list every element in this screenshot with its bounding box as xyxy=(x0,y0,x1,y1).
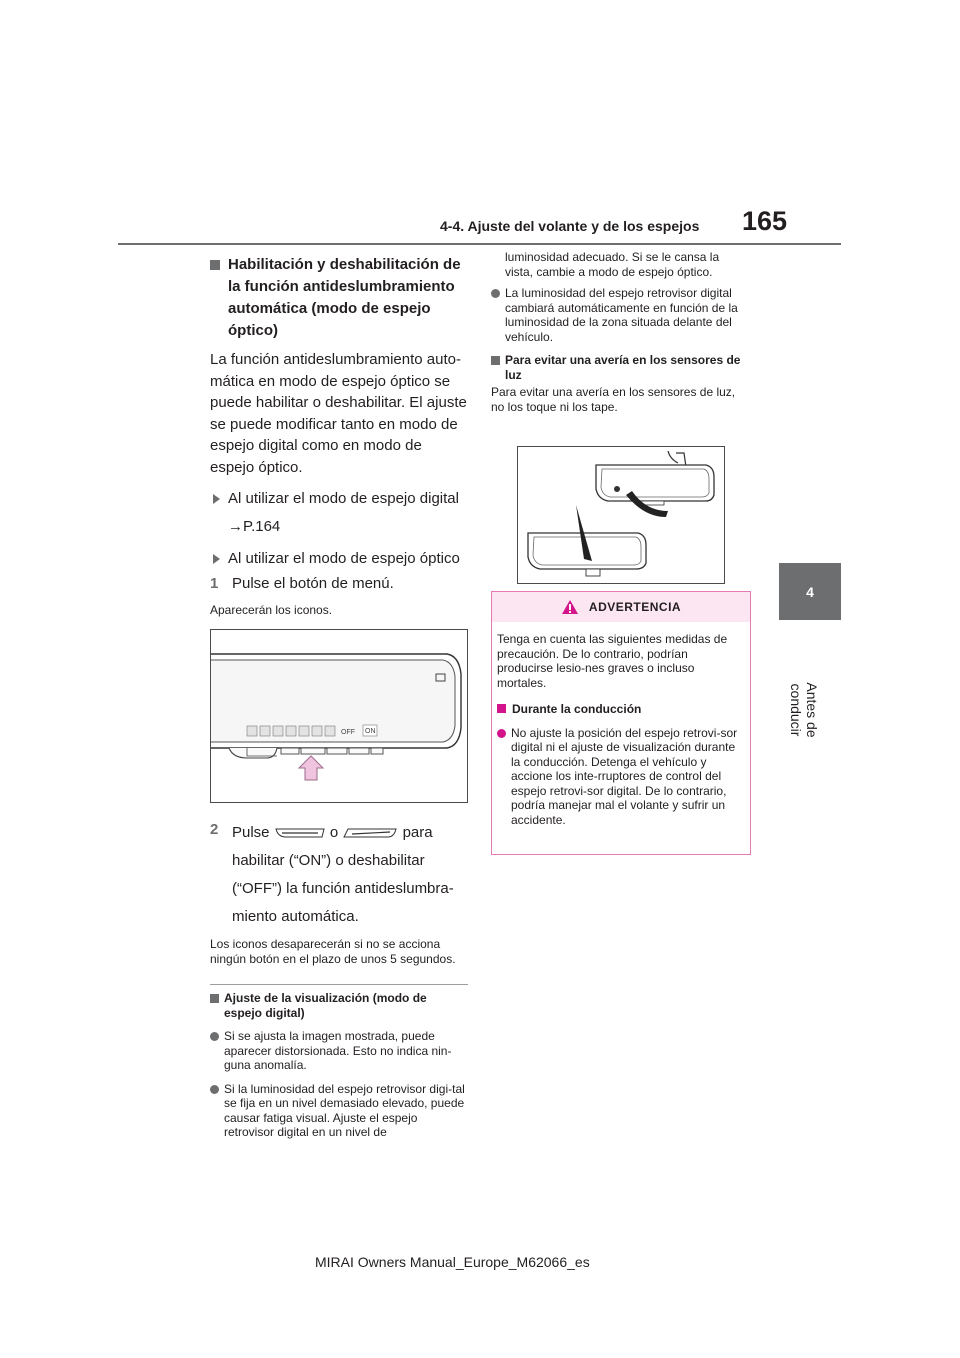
tilt-icon xyxy=(286,726,296,736)
antiglare-icon xyxy=(325,726,335,736)
step-2 xyxy=(210,819,468,931)
warning-sub-heading-text: Durante la conducción xyxy=(512,702,642,716)
step-text: Pulse el botón de menú. xyxy=(232,574,394,592)
light-sensor-figure xyxy=(517,446,725,584)
menu-button[interactable] xyxy=(301,748,325,754)
step-pre-text: Pulse xyxy=(232,824,270,841)
rotate-icon xyxy=(299,726,309,736)
bullet-dot-icon xyxy=(210,1085,219,1094)
mirror-menu-illustration xyxy=(211,630,467,802)
info-item xyxy=(491,286,749,344)
step-or-text: o xyxy=(329,824,339,841)
square-bullet-icon xyxy=(497,704,506,713)
vertical-adjust-icon xyxy=(260,726,270,736)
mirror-menu-figure xyxy=(210,629,468,803)
chapter-tab xyxy=(779,563,841,620)
info-text: Si la luminosidad del espejo retrovisor digi-tal se fija en un nivel demasiado elevado, puede causar fatiga visual. Ajuste el espejo retrovisor digital en un nivel de xyxy=(224,1081,465,1139)
step-number: 2 xyxy=(210,821,219,838)
zoom-icon xyxy=(312,726,322,736)
bullet-optical-mode xyxy=(210,548,468,569)
display-adjust-section xyxy=(210,984,468,1140)
warning-triangle-icon xyxy=(561,599,579,615)
sensor-text: Para evitar una avería en los sensores de luz, no los toque ni los tape. xyxy=(491,385,736,414)
right-button-icon xyxy=(342,827,398,839)
step-post-text: para habilitar (“ON”) o deshabilitar (“OFF”) la función antideslumbra-miento automática. xyxy=(232,824,454,925)
light-sensor-dot xyxy=(614,486,620,492)
warning-item xyxy=(497,726,740,828)
intro-paragraph: La función antideslumbramiento auto-mática en modo de espejo óptico se puede habilitar o deshabilitar. El ajuste se puede modificar tanto en modo de espejo digital como en modo de espejo óptico. xyxy=(210,351,467,476)
control-button xyxy=(371,748,383,754)
left-column xyxy=(210,254,468,1140)
right-column xyxy=(491,250,749,414)
info-text: Si se ajusta la imagen mostrada, puede aparecer distorsionada. Esto no indica nin-guna anomalía. xyxy=(224,1029,452,1072)
off-label: OFF xyxy=(341,729,355,736)
light-sensor-bottom xyxy=(586,569,600,576)
triangle-bullet-icon xyxy=(213,494,220,504)
footer-text: MIRAI Owners Manual_Europe_M62066_es xyxy=(315,1254,590,1270)
warning-intro: Tenga en cuenta las siguientes medidas de precaución. De lo contrario, podrían producirse lesio-nes graves o incluso mortales. xyxy=(497,632,728,690)
triangle-bullet-icon xyxy=(213,554,220,564)
continued-text: luminosidad adecuado. Si se le cansa la vista, cambie a modo de espejo óptico. xyxy=(505,250,720,279)
light-sensor-illustration xyxy=(518,447,724,583)
bullet-dot-icon xyxy=(210,1032,219,1041)
step-note: Aparecerán los iconos. xyxy=(210,602,333,617)
section-heading: Habilitación y deshabilitación de la función antideslumbramiento automática (modo de espejo óptico) xyxy=(210,254,468,342)
horizontal-adjust-icon xyxy=(273,726,283,736)
control-button xyxy=(349,748,369,754)
chapter-number: 4 xyxy=(806,583,814,600)
warning-title: ADVERTENCIA xyxy=(588,600,682,614)
warning-sub-heading xyxy=(497,702,740,717)
header-divider xyxy=(118,243,841,245)
chapter-label: Antes de conducir xyxy=(788,682,820,738)
info-item xyxy=(210,1082,468,1140)
control-button xyxy=(327,748,347,754)
section-title: 4-4. Ajuste del volante y de los espejos xyxy=(440,218,700,234)
bullet-optical-text: Al utilizar el modo de espejo óptico xyxy=(228,549,460,567)
warning-item-text: No ajuste la posición del espejo retrovi-sor digital ni el ajuste de visualización durante la conducción. Detenga el vehículo y accione los inte-rruptores de control del espejo retrovi-sor digital. De lo contrario, podría manejar mal el volante y sufrir un accidente. xyxy=(511,725,738,827)
left-button-icon xyxy=(274,827,326,839)
info-item xyxy=(210,1029,468,1073)
bullet-dot-icon xyxy=(497,729,506,738)
step-1 xyxy=(210,573,468,594)
sub-heading: Ajuste de la visualización (modo de espejo digital) xyxy=(210,991,468,1020)
step-note: Los iconos desaparecerán si no se acciona ningún botón en el plazo de unos 5 segundos. xyxy=(210,937,456,966)
bullet-digital-text: Al utilizar el modo de espejo digital xyxy=(228,490,459,507)
page-reference-link[interactable]: →P.164 xyxy=(228,518,281,535)
warning-box xyxy=(491,591,751,855)
sensor-heading: Para evitar una avería en los sensores de luz xyxy=(491,353,749,382)
warning-body xyxy=(492,622,750,827)
brightness-icon xyxy=(247,726,257,736)
menu-button-left xyxy=(229,748,277,758)
on-label: ON xyxy=(365,728,376,735)
control-button xyxy=(281,748,299,754)
info-text: La luminosidad del espejo retrovisor digital cambiará automáticamente en función de la luminosidad de la zona situada delante del vehículo. xyxy=(505,286,738,344)
page-number: 165 xyxy=(742,206,788,236)
warning-header xyxy=(492,592,750,622)
bullet-dot-icon xyxy=(491,289,500,298)
press-arrow-icon xyxy=(299,756,323,780)
bullet-digital-mode xyxy=(210,488,468,509)
step-number: 1 xyxy=(210,574,219,592)
